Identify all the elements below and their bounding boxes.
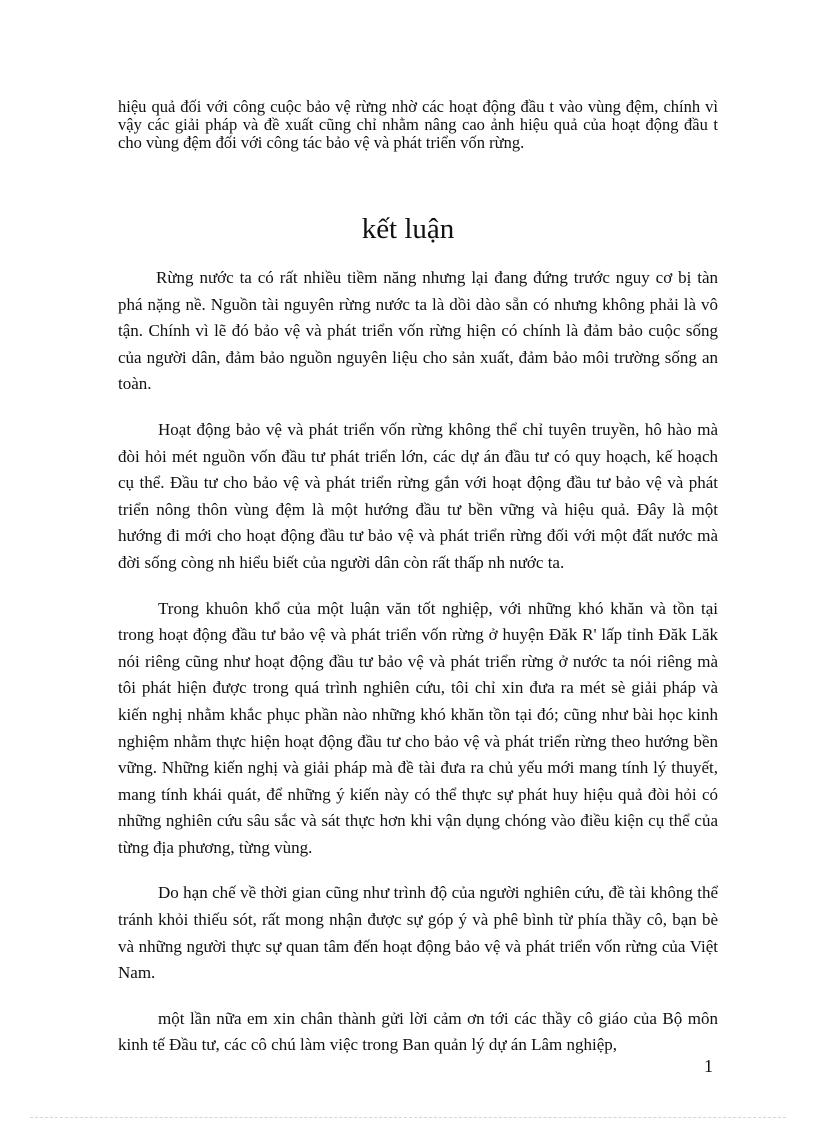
body-text [118, 265, 718, 1078]
paragraph-5: một lần nữa em xin chân thành gửi lời cảm ơn tới các thầy cô giáo của Bộ môn kinh tế Đầu tư, các cô chú làm việc trong Ban quản lý dự án Lâm nghiệp, [118, 1008, 718, 1055]
intro-paragraph: hiệu quả đối với công cuộc bảo vệ rừng nhờ các hoạt động đầu t vào vùng đệm, chính vì vậy các giải pháp và đề xuất cũng chỉ nhằm nâng cao ảnh hiệu quả của hoạt động đầu t cho vùng đệm đối với công tác bảo vệ và phát triển vốn rừng. [118, 97, 718, 152]
paragraph-4: Do hạn chế về thời gian cũng như trình độ của người nghiên cứu, đề tài không thể tránh khỏi thiếu sót, rất mong nhận được sự góp ý và phê bình từ phía thầy cô, bạn bè và những người thực sự quan tâm đến hoạt động bảo vệ và phát triển vốn rừng của Việt Nam. [118, 883, 718, 983]
page-number: 1 [704, 1056, 713, 1076]
paragraph-2: Hoạt động bảo vệ và phát triển vốn rừng không thể chỉ tuyên truyền, hô hào mà đòi hỏi mét nguồn vốn đầu tư phát triển lớn, các dự án đầu tư có quy hoạch, kế hoạch cụ thể. Đầu tư cho bảo vệ và phát triển rừng gắn với hoạt động đầu tư bảo vệ và phát triển nông thôn vùng đệm là một hướng đầu tư bền vững và hiệu quả. Đây là một hướng đi mới cho hoạt động đầu tư bảo vệ và phát triển rừng đối với một đất nước mà đời sống còng nh hiểu biết của người dân còn rất thấp nh nước ta. [118, 419, 718, 572]
page-bottom-divider [30, 1117, 786, 1118]
section-heading: kết luận [361, 213, 455, 245]
paragraph-1: Rừng nước ta có rất nhiều tiềm năng nhưng lại đang đứng trước nguy cơ bị tàn phá nặng nề. Nguồn tài nguyên rừng nước ta là dồi dào sẵn có nhưng không phải là vô tận. Chính vì lẽ đó bảo vệ và phát triển vốn rừng hiện có chính là đảm bảo cuộc sống của người dân, đảm bảo nguồn nguyên liệu cho sản xuất, đảm bảo môi trường sống an toàn. [118, 268, 718, 394]
paragraph-3: Trong khuôn khổ của một luận văn tốt nghiệp, với những khó khăn và tồn tại trong hoạt động đầu tư bảo vệ và phát triển vốn rừng ở huyện Đăk R' lấp tỉnh Đăk Lăk nói riêng cũng như hoạt động đầu tư bảo vệ và phát triển rừng ở nước ta nói riêng mà tôi phát hiện được trong quá trình nghiên cứu, tôi chỉ xin đưa ra mét sè giải pháp và kiến nghị nhằm khắc phục phần nào những khó khăn tồn tại đó; cũng như bài học kinh nghiệm nhằm thực hiện hoạt động đầu tư cho bảo vệ và phát triển rừng theo hướng bền vững. Những kiến nghị và giải pháp mà đề tài đưa ra chủ yếu mới mang tính lý thuyết, mang tính khái quát, để những ý kiến này có thể thực sự phát huy hiệu quả đòi hỏi có những nghiên cứu sâu sắc và sát thực hơn khi vận dụng chóng vào điều kiện cụ thể của từng địa phương, từng vùng. [118, 598, 718, 857]
